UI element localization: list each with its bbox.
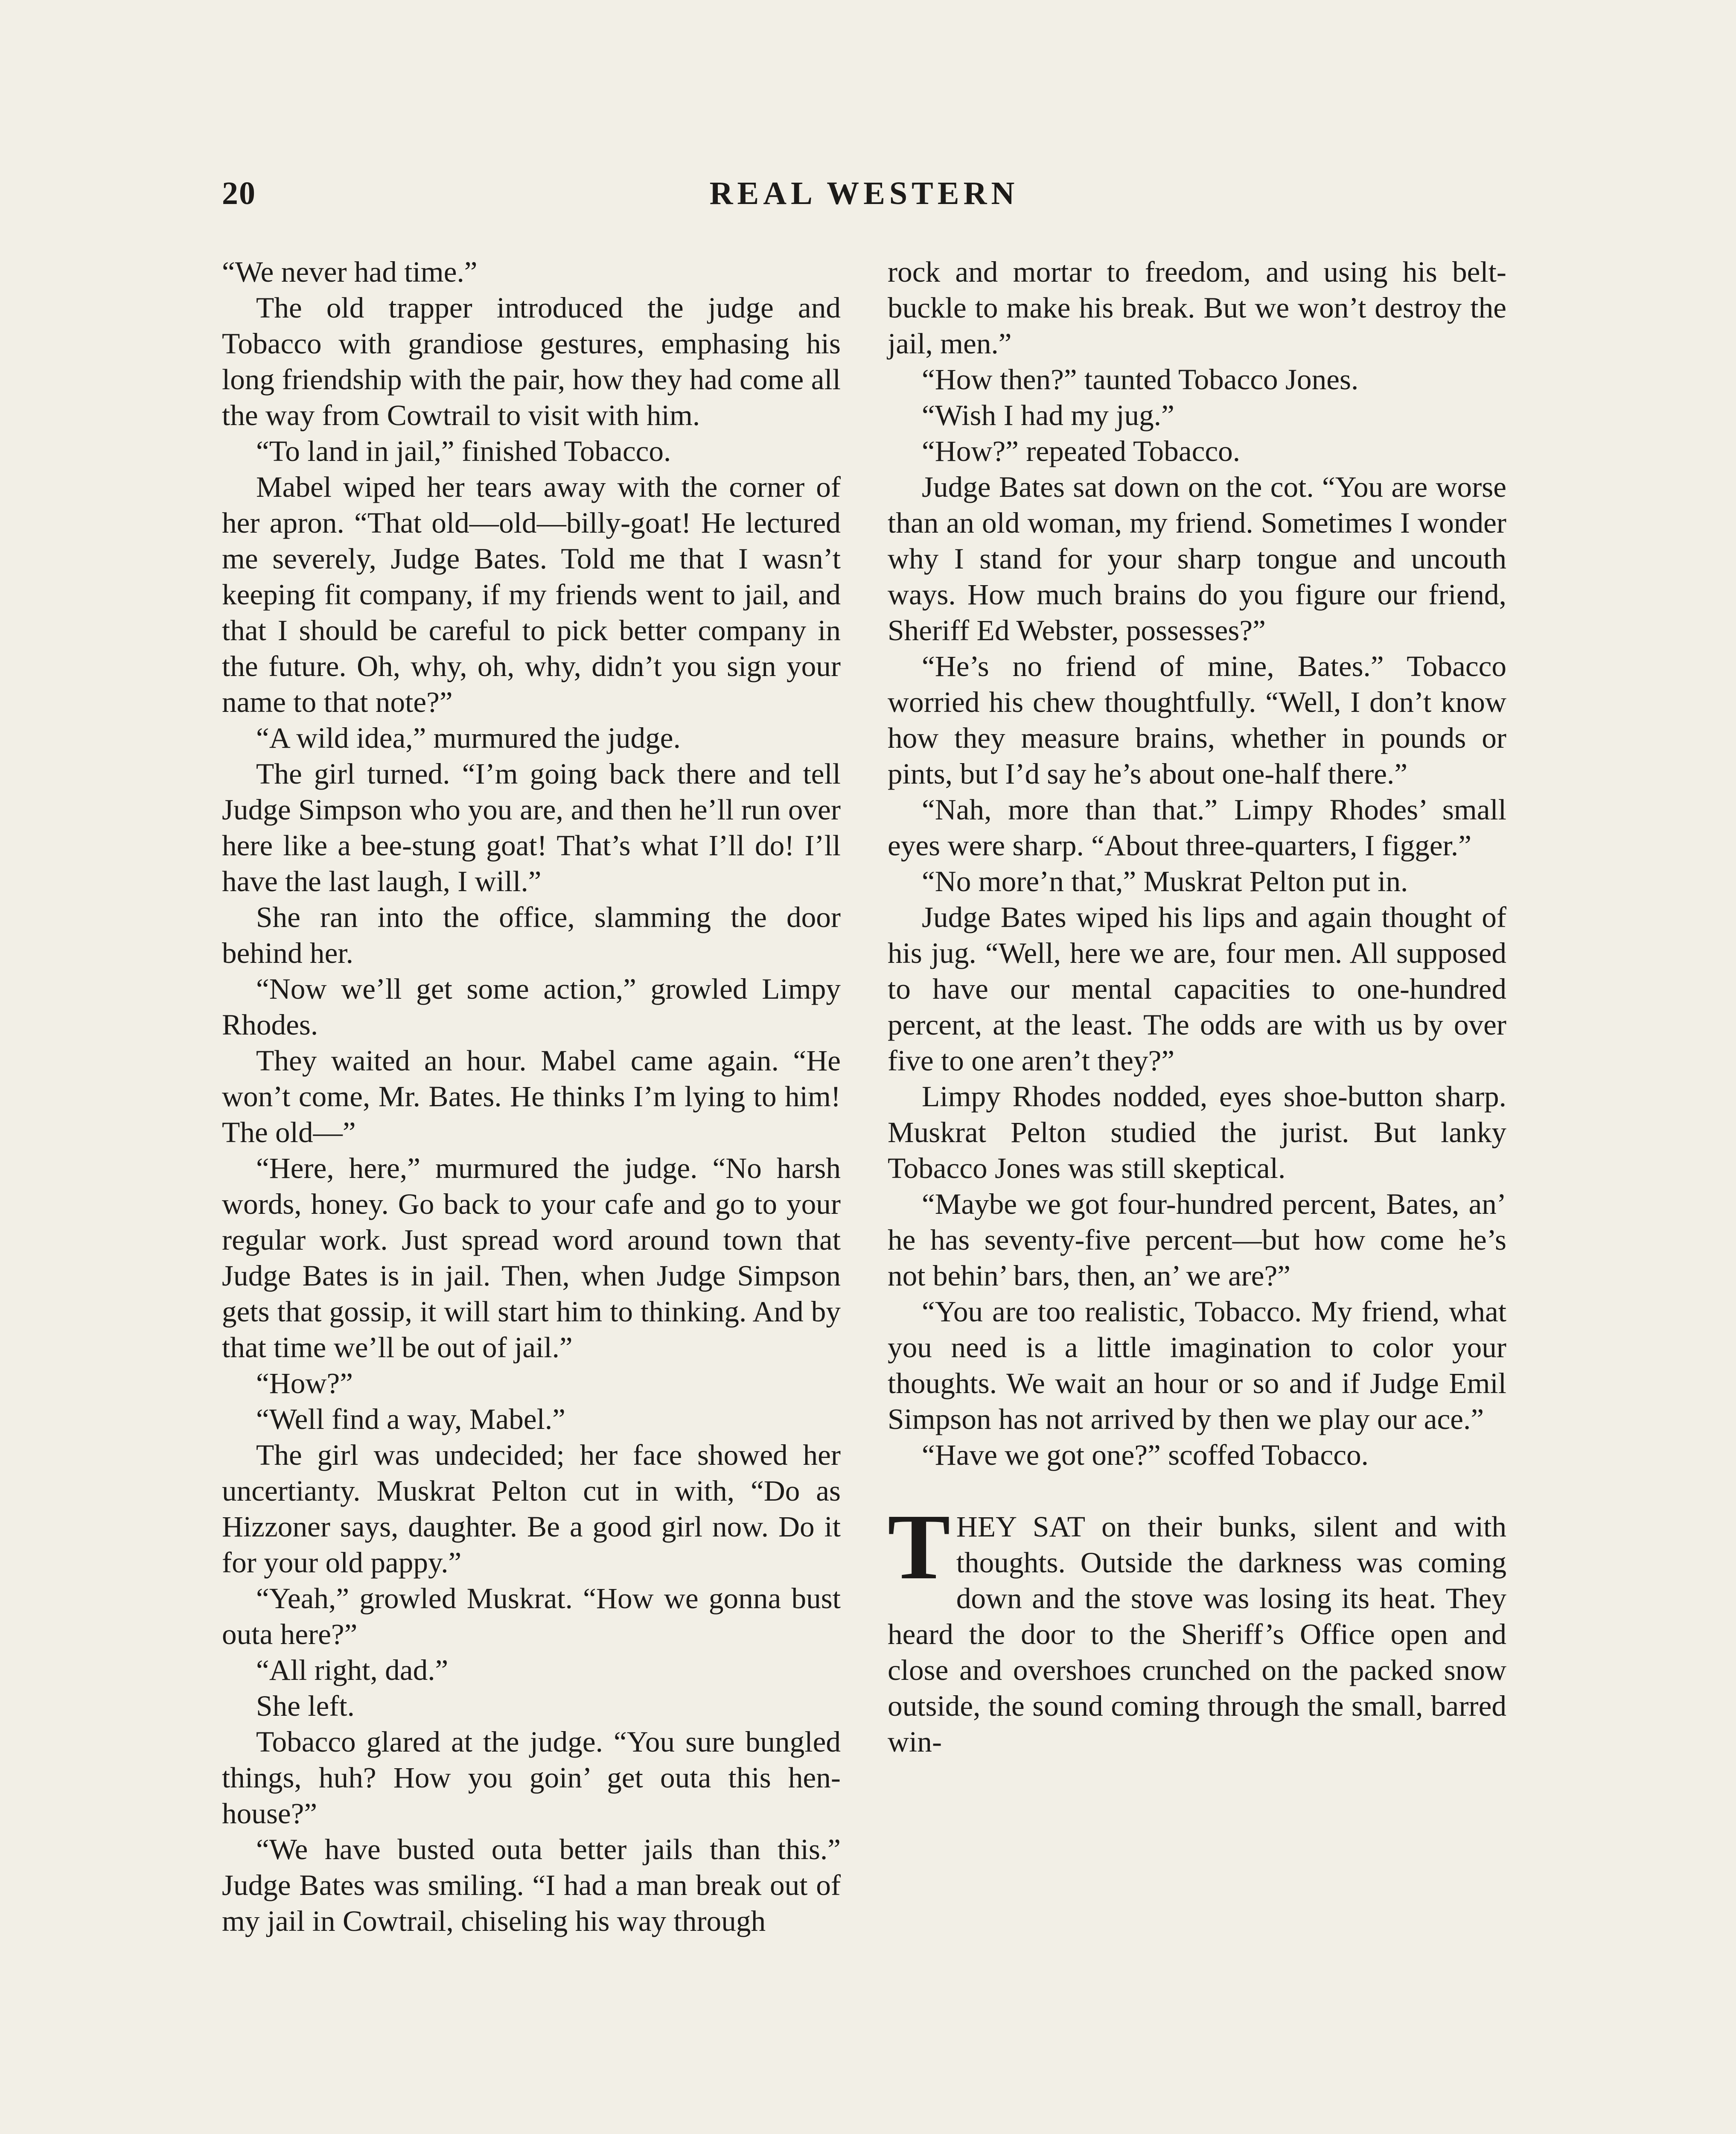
paragraph: “Yeah,” growled Muskrat. “How we gonna bust outa here?” bbox=[222, 1582, 841, 1650]
paragraph: Tobacco glared at the judge. “You sure bungled things, huh? How you goin’ get outa this hen-house?” bbox=[222, 1725, 841, 1830]
paragraph: “All right, dad.” bbox=[256, 1653, 449, 1686]
drop-cap: T bbox=[888, 1495, 950, 1599]
paragraph: “No more’n that,” Muskrat Pelton put in. bbox=[922, 865, 1408, 898]
paragraph: Judge Bates wiped his lips and again thought of his jug. “Well, here we are, four men. All supposed to have our mental capacities to one-hundred percent, at the least. The odds are with us by over five to one aren’t they?” bbox=[888, 901, 1506, 1077]
paragraph: “How then?” taunted Tobacco Jones. bbox=[922, 363, 1359, 396]
paragraph: She ran into the office, slamming the door behind her. bbox=[222, 901, 841, 969]
paragraph: “We never had time.” bbox=[222, 255, 478, 288]
paragraph: “Now we’ll get some action,” growled Limpy Rhodes. bbox=[222, 972, 841, 1041]
paragraph: Judge Bates sat down on the cot. “You are worse than an old woman, my friend. Sometimes I wonder why I stand for your sharp tongue and uncouth ways. How much brains do you figure our friend, Sheriff Ed Webster, possesses?” bbox=[888, 470, 1506, 647]
paragraph: “A wild idea,” murmured the judge. bbox=[256, 721, 681, 754]
paragraph: The old trapper introduced the judge and Tobacco with grandiose gestures, emphasing his long friendship with the pair, how they had come all the way from Cowtrail to visit with him. bbox=[222, 291, 841, 431]
paragraph: “He’s no friend of mine, Bates.” Tobacco worried his chew thoughtfully. “Well, I don’t know how they measure brains, whether in pounds or pints, but I’d say he’s about one-half there.” bbox=[888, 650, 1506, 790]
paragraph: “How?” repeated Tobacco. bbox=[922, 434, 1241, 467]
page-header bbox=[222, 175, 1506, 222]
paragraph: “Nah, more than that.” Limpy Rhodes’ small eyes were sharp. “About three-quarters, I figger.” bbox=[888, 793, 1506, 862]
section-text: HEY SAT on their bunks, silent and with thoughts. Outside the darkness was coming down and the stove was losing its heat. They heard the door to the Sheriff’s Office open and close and overshoes crunched on the packed snow outside, the sound coming through the small, barred win- bbox=[888, 1510, 1506, 1758]
paragraph-continuation: rock and mortar to freedom, and using his belt-buckle to make his break. But we won’t destroy the jail, men.” bbox=[888, 255, 1506, 360]
running-head: REAL WESTERN bbox=[709, 175, 1019, 211]
paragraph: “To land in jail,” finished Tobacco. bbox=[256, 434, 671, 467]
left-column bbox=[222, 254, 841, 2134]
paragraph: “Wish I had my jug.” bbox=[922, 399, 1174, 431]
paragraph: “How?” bbox=[256, 1367, 353, 1399]
paragraph: The girl was undecided; her face showed her uncertianty. Muskrat Pelton cut in with, “Do as Hizzoner says, daughter. Be a good girl now. Do it for your old pappy.” bbox=[222, 1438, 841, 1579]
section-opening-paragraph bbox=[888, 1495, 1506, 1760]
paragraph: “You are too realistic, Tobacco. My friend, what you need is a little imagination to color your thoughts. We wait an hour or so and if Judge Emil Simpson has not arrived by then we play our ace.” bbox=[888, 1295, 1506, 1435]
paragraph: “Maybe we got four-hundred percent, Bates, an’ he has seventy-five percent—but how come he’s not behin’ bars, then, an’ we are?” bbox=[888, 1187, 1506, 1292]
paragraph: They waited an hour. Mabel came again. “He won’t come, Mr. Bates. He thinks I’m lying to him! The old—” bbox=[222, 1044, 841, 1149]
paragraph: “Here, here,” murmured the judge. “No harsh words, honey. Go back to your cafe and go to your regular work. Just spread word around town that Judge Bates is in jail. Then, when Judge Simpson gets that gossip, it will start him to thinking. And by that time we’ll be out of jail.” bbox=[222, 1152, 841, 1364]
paragraph: “Well find a way, Mabel.” bbox=[256, 1402, 565, 1435]
right-column bbox=[888, 254, 1506, 2134]
paragraph: Mabel wiped her tears away with the corner of her apron. “That old—old—billy-goat! He lectured me severely, Judge Bates. Told me that I wasn’t keeping fit company, if my friends went to jail, and that I should be careful to pick better company in the future. Oh, why, oh, why, didn’t you sign your name to that note?” bbox=[222, 470, 841, 718]
paragraph: “We have busted outa better jails than this.” Judge Bates was smiling. “I had a man break out of my jail in Cowtrail, chiseling his way through bbox=[222, 1833, 841, 1937]
page-number: 20 bbox=[222, 175, 256, 211]
paragraph: Limpy Rhodes nodded, eyes shoe-button sharp. Muskrat Pelton studied the jurist. But lanky Tobacco Jones was still skeptical. bbox=[888, 1080, 1506, 1184]
paragraph: She left. bbox=[256, 1689, 355, 1722]
paragraph: The girl turned. “I’m going back there and tell Judge Simpson who you are, and then he’ll run over here like a bee-stung goat! That’s what I’ll do! I’ll have the last laugh, I will.” bbox=[222, 757, 841, 898]
paragraph: “Have we got one?” scoffed Tobacco. bbox=[922, 1438, 1369, 1471]
